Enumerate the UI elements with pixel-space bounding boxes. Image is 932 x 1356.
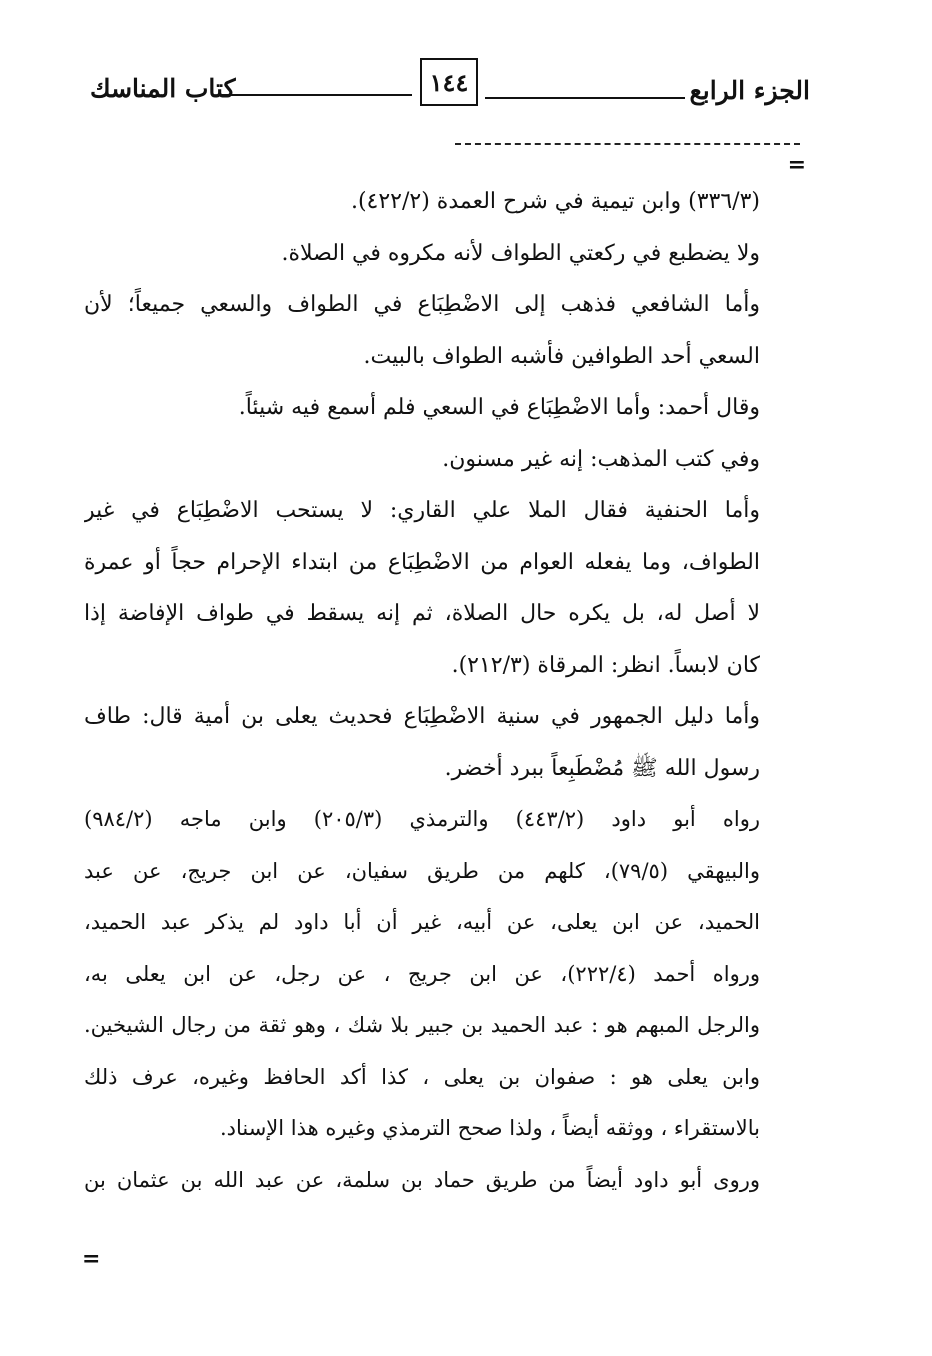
footnote-line: بالاستقراء ، ووثقه أيضاً ، ولذا صحح الترمذي وغيره هذا الإسناد.: [219, 1116, 760, 1140]
volume-title: الجزء الرابع: [689, 76, 810, 105]
text-line: وأما الحنفية فقال الملا علي القاري: لا يستحب الاضْطِبَاع في غير: [84, 498, 760, 523]
footnote-line: رواه أبو داود (٤٤٣/٢) والترمذي (٢٠٥/٣) وابن ماجه (٩٨٤/٢): [84, 807, 760, 831]
text-line: الطواف، وما يفعله العوام من الاضْطِبَاع من ابتداء الإحرام حجاً أو عمرة: [84, 549, 760, 575]
footnote-line: والبيهقي (٧٩/٥)، كلهم من طريق سفيان، عن ابن جريج، عن عبد: [84, 858, 760, 883]
footnote-line: وروى أبو داود أيضاً من طريق حماد بن سلمة، عن عبد الله بن عثمان بن: [84, 1167, 760, 1192]
text-line: (٣٣٦/٣) وابن تيمية في شرح العمدة (٤٢٢/٢).: [350, 189, 760, 214]
header-rule-left: [222, 94, 412, 96]
footnote-line: الحميد، عن ابن يعلى، عن أبيه، غير أن أبا داود لم يذكر عبد الحميد،: [84, 910, 760, 934]
footnote-text: [84, 794, 760, 1206]
text-line: وأما الشافعي فذهب إلى الاضْطِبَاع في الطواف والسعي جميعاً؛ لأن: [84, 292, 760, 317]
text-line: كان لابساً. انظر: المرقاة (٢١٢/٣).: [451, 652, 760, 678]
footnote-line: والرجل المبهم هو : عبد الحميد بن جبير بلا شك ، وهو ثقة من رجال الشيخين.: [84, 1013, 760, 1037]
text-line: وأما دليل الجمهور في سنية الاضْطِبَاع فحديث يعلى بن أمية قال: طاف: [84, 704, 760, 729]
header-rule-right: [485, 97, 685, 99]
footnote-line: وابن يعلى هو : صفوان بن يعلى ، كذا أكد الحافظ وغيره، عرف ذلك: [84, 1064, 760, 1089]
book-title: كتاب المناسك: [90, 74, 236, 103]
page-number: ١٤٤: [420, 58, 478, 106]
continuation-mark-top: =: [787, 152, 806, 178]
text-line: لا أصل له، بل يكره حال الصلاة، ثم إنه يسقط في طواف الإفاضة إذا: [84, 601, 760, 626]
page-header: [90, 70, 810, 120]
page-body: [84, 176, 760, 1206]
text-line: السعي أحد الطوافين فأشبه الطواف بالبيت.: [363, 343, 760, 369]
footnote-line: ورواه أحمد (٢٢٢/٤)، عن ابن جريج ، عن رجل، عن ابن يعلى به،: [84, 961, 760, 986]
header-dashed-separator: [455, 143, 800, 145]
text-line: ولا يضطبع في ركعتي الطواف لأنه مكروه في الصلاة.: [281, 240, 760, 266]
main-text: [84, 176, 760, 794]
text-line: رسول الله ﷺ مُضْطَبِعاً ببرد أخضر.: [444, 755, 760, 781]
continuation-mark-bottom: =: [82, 1246, 101, 1272]
text-line: وفي كتب المذهب: إنه غير مسنون.: [442, 446, 760, 472]
text-line: وقال أحمد: وأما الاضْطِبَاع في السعي فلم أسمع فيه شيئاً.: [238, 395, 760, 420]
